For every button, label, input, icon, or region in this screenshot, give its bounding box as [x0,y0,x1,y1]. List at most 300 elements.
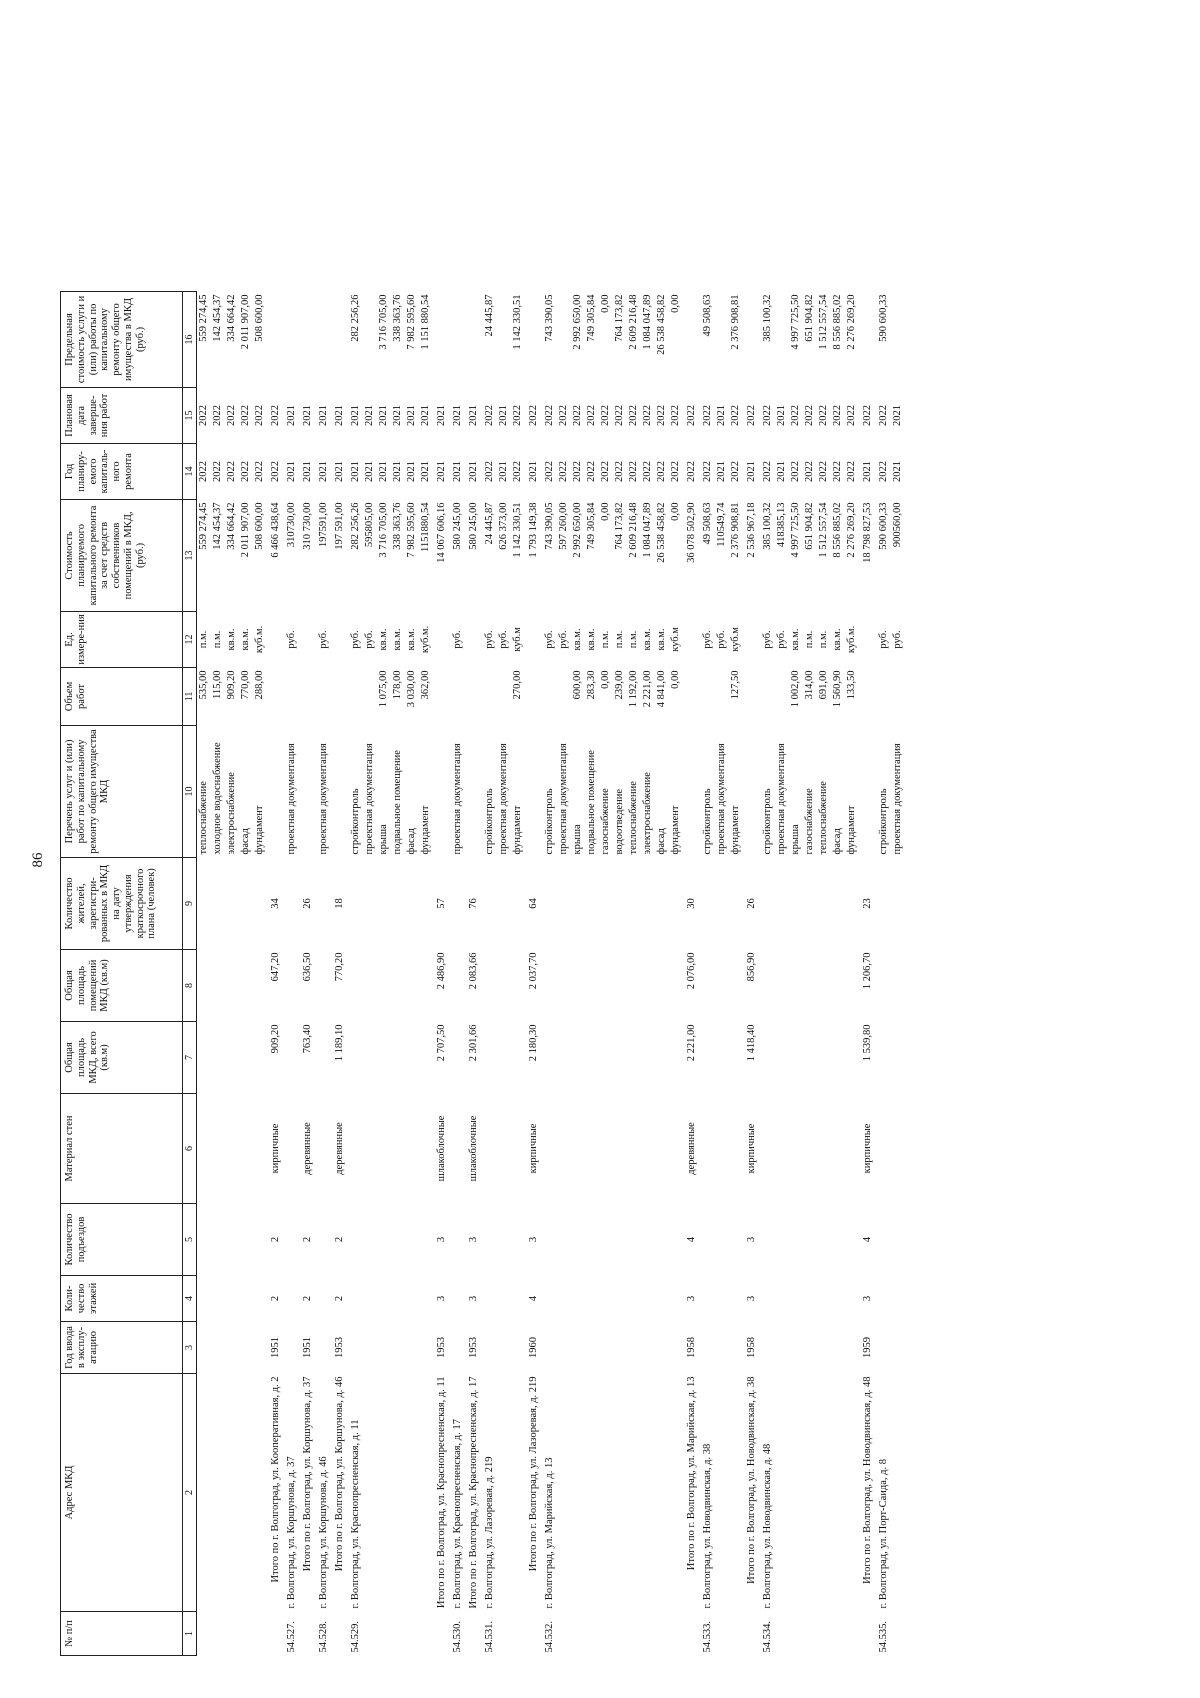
unit-line: руб. [364,630,376,649]
work-volume-line [484,670,498,722]
work-type-line: проектная документация [286,743,298,855]
completion-date-line: 2022 [862,404,874,426]
completion-date-line: 2022 [198,404,210,426]
premises-area [349,949,435,1021]
residents: 76 [468,898,480,909]
work-volume-line [702,670,716,722]
year-built: 1958 [686,1336,698,1358]
premises-area: 1 206,70 [862,952,874,990]
work-volume [861,667,877,725]
cost-limit-line: 559 274,45 [198,294,210,342]
unit [435,611,451,667]
repair-year-line: 2021 [452,460,464,482]
residents: 18 [334,898,346,909]
wall-material: кирпичные [746,1123,758,1174]
repair-year [861,443,877,499]
completion-date-line: 2022 [586,404,598,426]
unit-line: кв.м. [240,628,252,651]
completion-date-line: 2022 [600,404,612,426]
repair-year [451,443,467,499]
work-type [877,725,907,857]
floors [317,1275,333,1321]
completion-date-line: 2022 [544,404,556,426]
unit-line: руб. [452,630,464,649]
row-number: 54.527. [286,1621,298,1653]
unit-line: п.м. [198,630,210,649]
work-type-line [746,728,760,854]
repair-year-line: 2022 [270,460,282,482]
work-volume-line: 1 075,00 [378,670,390,708]
work-type-line: фасад [406,828,418,855]
total-area: 2 180,30 [528,1024,540,1062]
work-type-line: крыша [378,824,390,855]
repair-year-line: 2022 [614,460,626,482]
cost-limit [761,291,861,387]
work-type-line: стройконтроль [762,788,774,855]
row-number: 54.530. [452,1621,464,1653]
unit-line [746,614,760,664]
address: г. Волгоград, ул. Коршунова, д. 46 [318,1456,330,1609]
completion-date [483,387,527,443]
cost-limit [197,291,270,387]
planned-cost-line: 7 982 595,60 [406,502,418,558]
cost-limit [333,291,349,387]
floors [761,1275,861,1321]
total-area: 763,40 [302,1024,314,1054]
residents [451,857,467,949]
row-number [269,1612,285,1656]
address [197,1373,270,1611]
unit-line: кв.м. [832,628,844,651]
header-c2: Адрес МКД [61,1373,183,1611]
work-volume-line: 1 560,90 [832,670,844,708]
colnum: 9 [183,857,197,949]
work-type-line: электроснабжение [226,772,238,855]
address: г. Волгоград, ул. Марийская, д. 13 [544,1457,556,1609]
address: Итого по г. Волгоград, ул. Новодвинская, д. 38 [746,1376,758,1584]
unit [269,611,285,667]
planned-cost [877,499,907,611]
unit-line: п.м. [804,630,816,649]
address: Итого по г. Волгоград, ул. Кооперативная, д. 2 [270,1376,282,1583]
total-area [877,1021,907,1093]
work-type-line: фасад [656,828,668,855]
work-volume-line: 770,00 [240,670,252,700]
work-volume [483,667,527,725]
row-number: 54.534. [762,1621,774,1653]
work-type-line [468,728,482,854]
table-row [435,291,451,1655]
address: Итого по г. Волгоград, ул. Краснопресненская, д. 17 [468,1376,480,1609]
colnum: 16 [183,291,197,387]
unit-line: руб. [776,630,788,649]
work-volume-line [452,670,466,722]
cost-limit-line: 2 011 907,00 [240,294,252,350]
total-area [701,1021,745,1093]
completion-date-line: 2022 [746,404,758,426]
work-volume [745,667,761,725]
repair-year-line: 2021 [378,460,390,482]
completion-date-line: 2021 [334,404,346,426]
work-type [285,725,301,857]
planned-cost-line: 1 142 330,51 [512,502,524,558]
cost-limit [877,291,907,387]
work-type-line: проектная документация [452,743,464,855]
planned-cost-line: 14 067 606,16 [436,502,448,563]
unit-line: куб.м. [846,625,858,654]
repair-year-line: 2022 [818,460,830,482]
work-type [435,725,451,857]
table-row [269,291,285,1655]
total-area [483,1021,527,1093]
wall-material: шлакоблочные [436,1115,448,1182]
unit [527,611,543,667]
completion-date-line: 2021 [420,404,432,426]
cost-limit-line: 3 716 705,00 [378,294,390,350]
work-volume [435,667,451,725]
repair-year-line: 2021 [420,460,432,482]
work-type-line: теплоснабжение [628,781,640,855]
completion-date-line: 2021 [452,404,464,426]
address: Итого по г. Волгоград, ул. Коршунова, д. 37 [302,1376,314,1572]
residents: 30 [686,898,698,909]
work-type [685,725,701,857]
completion-date-line: 2022 [686,404,698,426]
unit-line: руб. [484,630,496,649]
repair-year-line: 2022 [702,460,714,482]
entrances [285,1203,301,1275]
cost-limit-line [334,294,348,384]
unit-line: руб. [544,630,556,649]
work-volume-line: 0,00 [600,670,612,689]
cost-limit-line: 743 390,05 [544,294,556,342]
work-type-line: проектная документация [892,743,904,855]
row-number: 54.531. [484,1621,496,1653]
work-volume-line [286,670,300,722]
cost-limit [543,291,685,387]
cost-limit-line [318,294,332,384]
wall-material [317,1093,333,1203]
floors [451,1275,467,1321]
total-area: 1 189,10 [334,1024,346,1062]
repair-year-line: 2022 [484,460,496,482]
premises-area [285,949,301,1021]
planned-cost [483,499,527,611]
floors: 2 [302,1295,314,1302]
work-volume [701,667,745,725]
work-type-line [528,728,542,854]
row-number [197,1612,270,1656]
completion-date-line: 2021 [498,404,510,426]
residents: 57 [436,898,448,909]
repair-year-line: 2021 [286,460,298,482]
work-volume [197,667,270,725]
work-volume-line [746,670,760,722]
repair-year [301,443,317,499]
repair-year-line: 2021 [364,460,376,482]
work-volume-line: 691,00 [818,670,830,700]
work-type [301,725,317,857]
work-type-line [862,728,876,854]
row-number [301,1612,317,1656]
unit [285,611,301,667]
cost-limit-line: 338 363,76 [392,294,404,342]
completion-date-line: 2022 [614,404,626,426]
premises-area: 856,90 [746,952,758,982]
colnum: 2 [183,1373,197,1611]
unit-line: кв.м. [572,628,584,651]
completion-date-line: 2022 [558,404,570,426]
planned-cost [197,499,270,611]
address: Итого по г. Волгоград, ул. Новодвинская, д. 48 [862,1376,874,1584]
year-built [877,1321,907,1373]
cost-limit-line: 1 512 557,54 [818,294,830,350]
total-area [317,1021,333,1093]
work-volume [333,667,349,725]
wall-material: кирпичные [270,1123,282,1174]
work-type-line: проектная документация [776,743,788,855]
work-volume-line: 115,00 [212,670,224,699]
planned-cost-line: 3 716 705,00 [378,502,390,558]
row-number [685,1612,701,1656]
planned-cost-line: 110549,74 [716,502,728,547]
work-type [197,725,270,857]
floors: 3 [686,1295,698,1302]
residents: 26 [302,898,314,909]
header-c11: Объем работ [61,667,183,725]
premises-area [543,949,685,1021]
completion-date-line: 2022 [730,404,742,426]
planned-cost-line: 2 992 650,00 [572,502,584,558]
completion-date-line: 2022 [818,404,830,426]
colnum: 12 [183,611,197,667]
planned-cost-line: 36 078 502,90 [686,502,698,563]
unit-line: куб.м [512,627,524,652]
work-volume-line: 127,50 [730,670,742,700]
planned-cost-line: 8 556 885,02 [832,502,844,558]
repair-year-line: 2022 [512,460,524,482]
planned-cost-line: 197 591,00 [334,502,346,550]
work-type [861,725,877,857]
completion-date [317,387,333,443]
total-area [761,1021,861,1093]
completion-date-line: 2021 [392,404,404,426]
entrances [317,1203,333,1275]
residents [543,857,685,949]
repair-year-line: 2021 [746,460,758,482]
capital-repair-table [60,291,907,1656]
wall-material: кирпичные [528,1123,540,1174]
work-type-line: теплоснабжение [198,781,210,855]
planned-cost-line: 743 390,05 [544,502,556,550]
planned-cost-line: 2 011 907,00 [240,502,252,558]
unit [543,611,685,667]
cost-limit-line [892,294,906,384]
year-built [285,1321,301,1373]
work-type [317,725,333,857]
planned-cost-line: 334 664,42 [226,502,238,550]
table-row [701,291,745,1655]
completion-date-line: 2022 [226,404,238,426]
work-type-line: стройконтроль [702,788,714,855]
completion-date [877,387,907,443]
planned-cost-line: 590 600,33 [878,502,890,550]
work-type-line: фундамент [846,805,858,855]
table-row [685,291,701,1655]
planned-cost-line: 1 512 557,54 [818,502,830,558]
work-volume-line: 2 221,00 [642,670,654,708]
colnum: 15 [183,387,197,443]
unit-line: куб.м [730,627,742,652]
cost-limit-line [270,294,284,384]
cost-limit-line: 142 454,37 [212,294,224,342]
repair-year-line: 2021 [862,460,874,482]
year-built [701,1321,745,1373]
cost-limit-line: 590 600,33 [878,294,890,342]
residents [285,857,301,949]
repair-year-line: 2022 [226,460,238,482]
unit-line [334,614,348,664]
planned-cost [543,499,685,611]
repair-year-line: 2022 [832,460,844,482]
completion-date-line: 2022 [572,404,584,426]
planned-cost-line: 764 173,82 [614,502,626,550]
address: г. Волгоград, ул. Порт-Саида, д. 8 [878,1458,890,1609]
work-volume-line [716,670,730,722]
planned-cost-line: 2 609 216,48 [628,502,640,558]
header-c8: Общая площадь помещений МКД (кв.м) [61,949,183,1021]
unit-line: куб.м [670,627,682,652]
cost-limit-line: 508 600,00 [254,294,266,342]
cost-limit [685,291,701,387]
repair-year [483,443,527,499]
repair-year-line: 2021 [528,460,540,482]
work-type [269,725,285,857]
unit [333,611,349,667]
floors: 3 [862,1295,874,1302]
cost-limit-line [558,294,572,384]
work-volume-line: 314,00 [804,670,816,700]
cost-limit-line: 1 151 880,54 [420,294,432,350]
planned-cost [451,499,467,611]
entrances: 2 [334,1236,346,1243]
table-row [527,291,543,1655]
completion-date-line: 2022 [512,404,524,426]
cost-limit-line: 334 664,42 [226,294,238,342]
row-number [333,1612,349,1656]
unit [197,611,270,667]
address: г. Волгоград, ул. Коршунова, д. 37 [286,1456,298,1609]
completion-date-line: 2022 [670,404,682,426]
planned-cost [467,499,483,611]
completion-date [451,387,467,443]
header-c13: Стоимость планируемого капитального ремонта за счет средств собственников помещений в МКД, (руб.) [61,499,183,611]
unit [745,611,761,667]
page-number: 86 [30,852,46,868]
completion-date [685,387,701,443]
work-volume [761,667,861,725]
repair-year-line: 2022 [198,460,210,482]
completion-date [861,387,877,443]
cost-limit-line [776,294,790,384]
floors [701,1275,745,1321]
cost-limit-line: 749 305,84 [586,294,598,342]
unit-line: кв.м. [656,628,668,651]
unit-line [528,614,542,664]
cost-limit-line: 8 556 885,02 [832,294,844,350]
wall-material [285,1093,301,1203]
completion-date-line: 2022 [846,404,858,426]
work-volume-line: 1 192,00 [628,670,640,708]
unit-line: руб. [318,630,330,649]
entrances: 2 [270,1236,282,1243]
header-c9: Количество жителей, зарегистри-рованных в МКД на дату утверждения краткосрочного плана (человек) [61,857,183,949]
residents [877,857,907,949]
total-area: 2 707,50 [436,1024,448,1062]
unit [685,611,701,667]
completion-date-line: 2021 [892,404,904,426]
work-type-line: крыша [790,824,802,855]
cost-limit-line [746,294,760,384]
work-type-line: фасад [832,828,844,855]
total-area [285,1021,301,1093]
work-volume-line: 288,00 [254,670,266,700]
cost-limit-line [686,294,700,384]
cost-limit [861,291,877,387]
repair-year-line: 2022 [254,460,266,482]
unit [701,611,745,667]
header-c4: Коли-чество этажей [61,1275,183,1321]
completion-date-line: 2021 [406,404,418,426]
completion-date-line: 2022 [528,404,540,426]
cost-limit-line: 1 084 047,89 [642,294,654,350]
planned-cost [745,499,761,611]
colnum: 7 [183,1021,197,1093]
premises-area [483,949,527,1021]
header-c3: Год ввода в эксплу-атацию [61,1321,183,1373]
work-volume [301,667,317,725]
wall-material [483,1093,527,1203]
cost-limit [435,291,451,387]
floors [349,1275,435,1321]
address: Итого по г. Волгоград, ул. Коршунова, д. 46 [334,1376,346,1572]
table-row [333,291,349,1655]
work-type [349,725,435,857]
repair-year [197,443,270,499]
completion-date-line: 2022 [832,404,844,426]
unit [301,611,317,667]
residents: 26 [746,898,758,909]
year-built [451,1321,467,1373]
work-type-line: фундамент [420,805,432,855]
address: Итого по г. Волгоград, ул. Краснопресненская, д. 11 [436,1376,448,1609]
row-number: 54.535. [878,1621,890,1653]
planned-cost [349,499,435,611]
table-row [861,291,877,1655]
wall-material: деревянные [686,1122,698,1175]
address: г. Волгоград, ул. Краснопресненская, д. 17 [452,1419,464,1609]
table-row [197,291,270,1655]
completion-date-line: 2021 [318,404,330,426]
header-c7: Общая площадь МКД, всего (кв.м) [61,1021,183,1093]
premises-area [317,949,333,1021]
unit-line: руб. [286,630,298,649]
planned-cost-line: 508 600,00 [254,502,266,550]
work-volume-line: 283,30 [586,670,598,700]
row-number: 54.532. [544,1621,556,1653]
unit [483,611,527,667]
completion-date [543,387,685,443]
